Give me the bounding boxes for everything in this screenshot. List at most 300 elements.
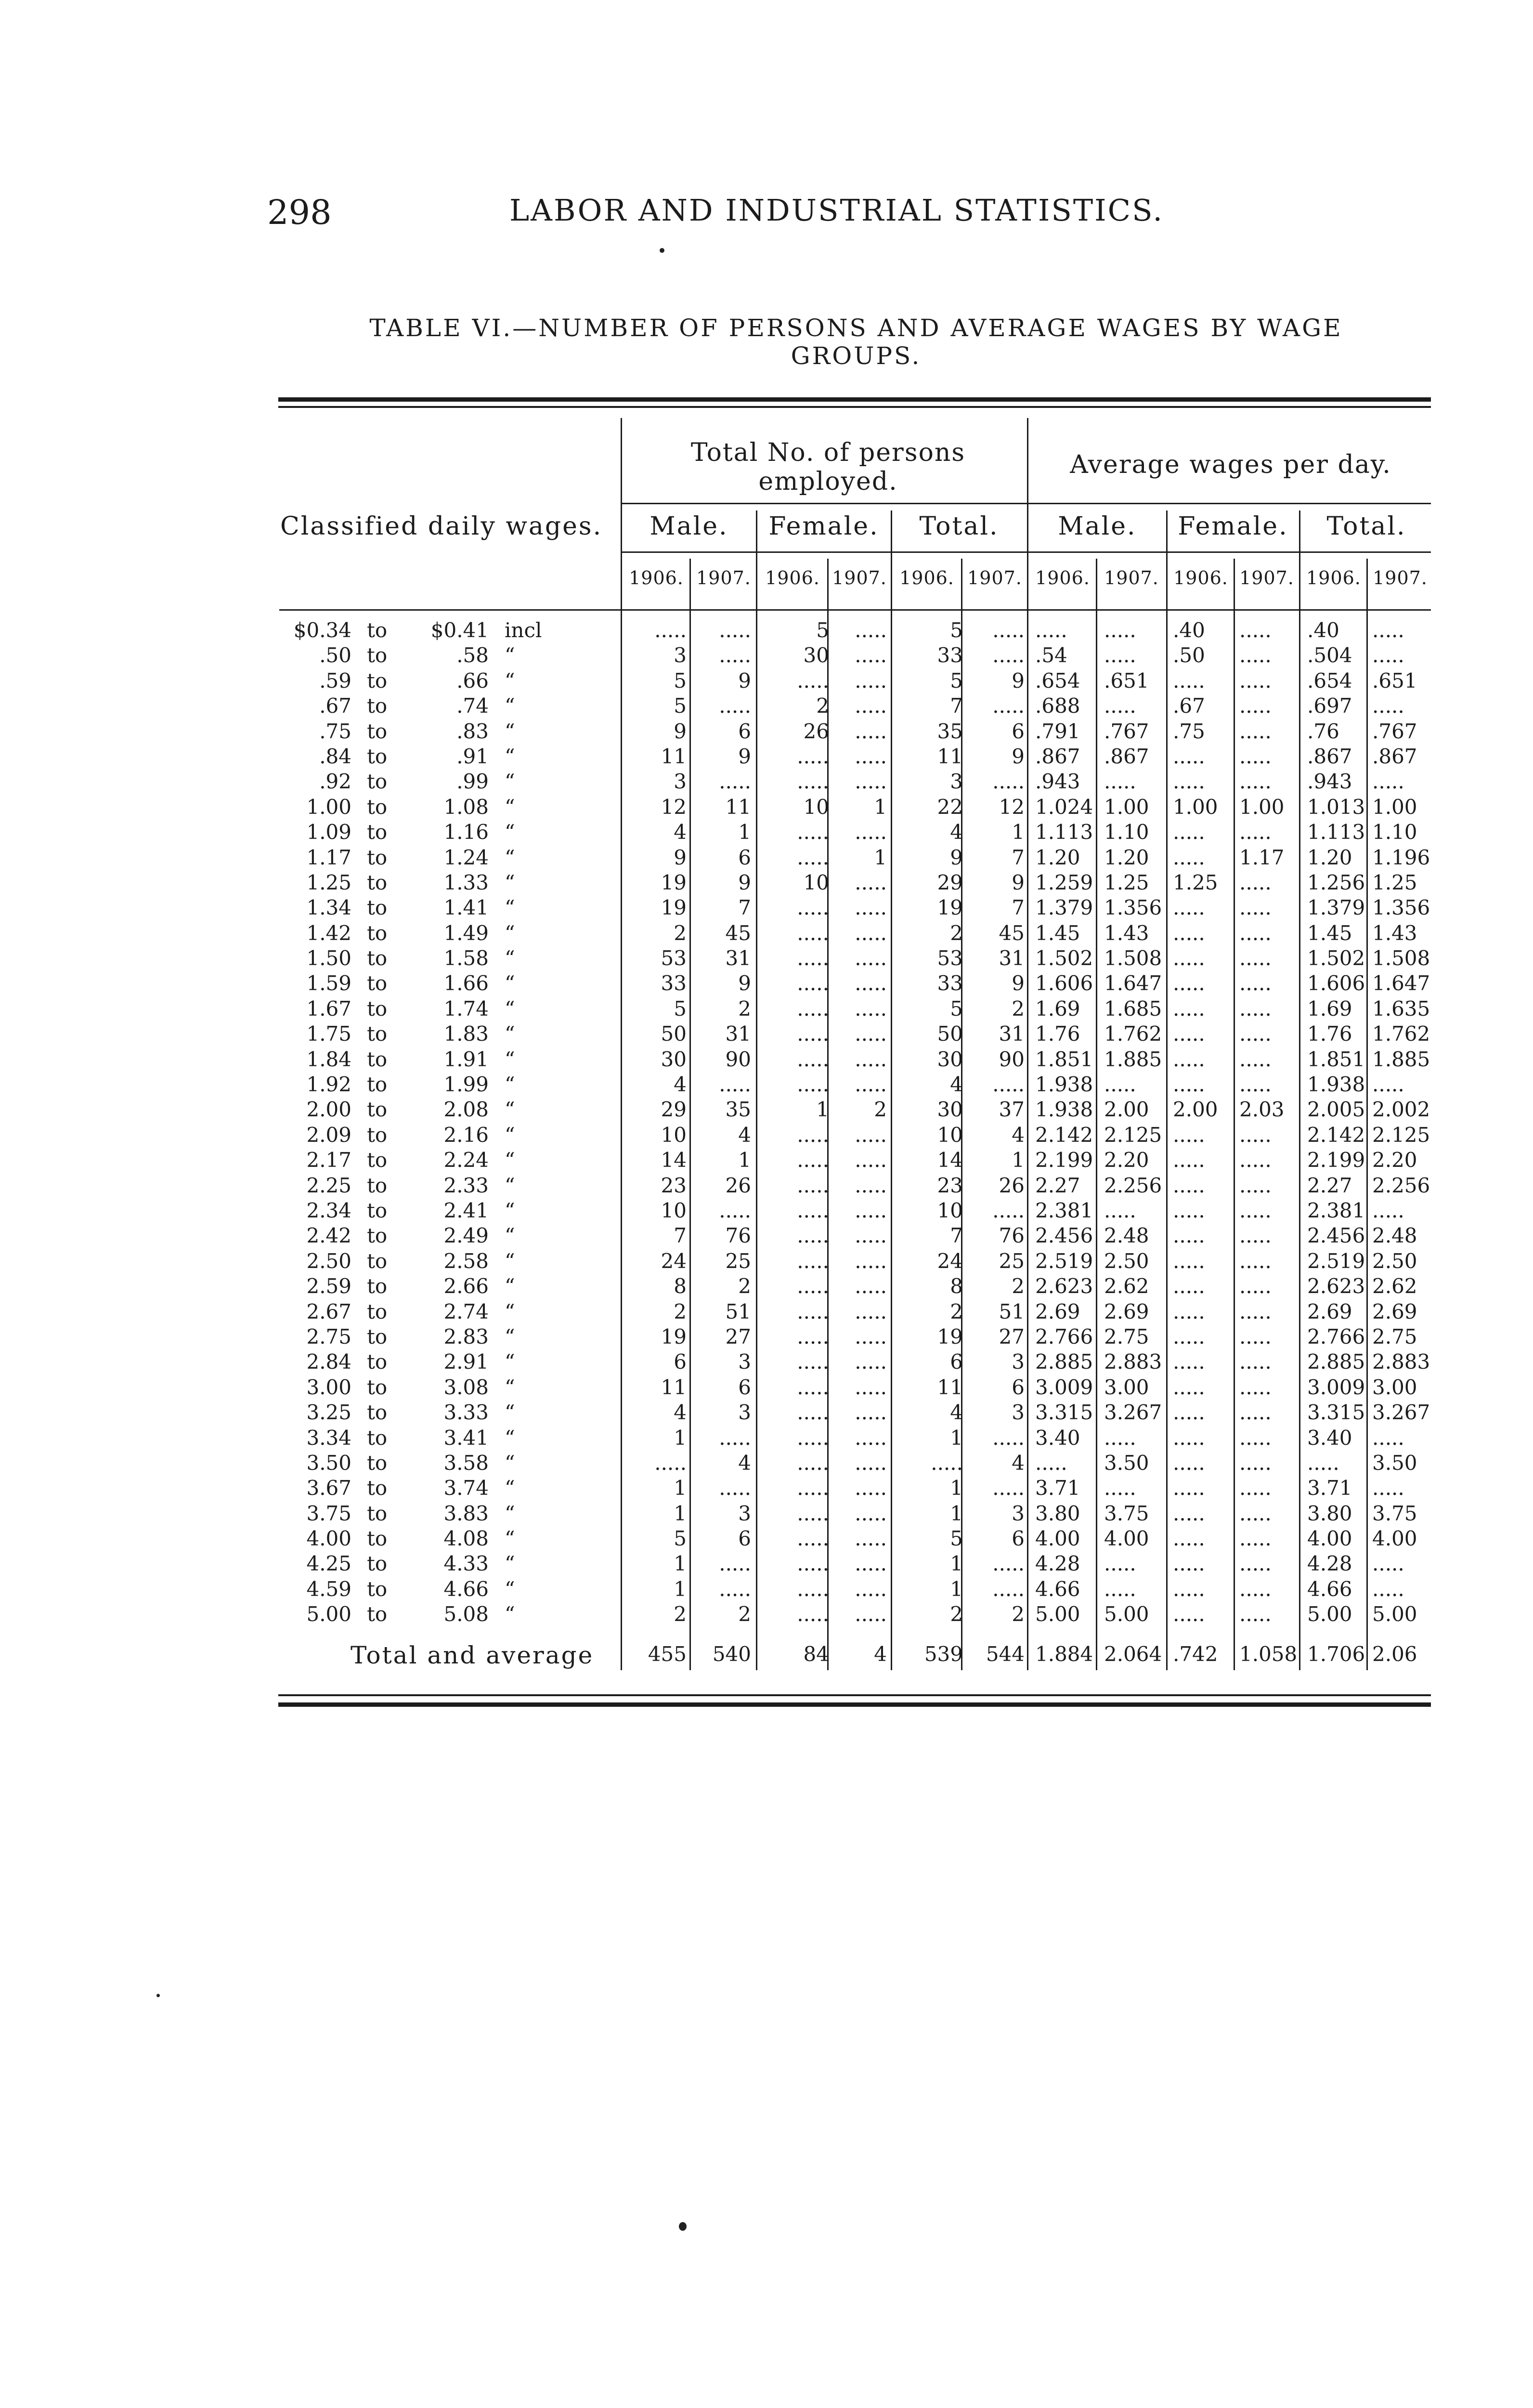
- table-row: [270, 1072, 1435, 1097]
- persons-female-1907: 1: [874, 795, 887, 819]
- table-row: [270, 1021, 1435, 1047]
- wage-total-1907: 1.356: [1372, 896, 1430, 920]
- wage-range-to: to: [367, 1602, 388, 1626]
- wage-male-1907: 4.00: [1104, 1527, 1149, 1551]
- persons-female-1906: .....: [797, 845, 829, 869]
- persons-male-1907: 6: [738, 1527, 751, 1551]
- persons-male-1906: 50: [661, 1022, 687, 1046]
- persons-female-1907: .....: [855, 1375, 887, 1399]
- persons-female-1906: .....: [797, 1602, 829, 1626]
- wage-total-1906: 1.76: [1307, 1022, 1352, 1046]
- wage-female-1906: .....: [1173, 1022, 1205, 1046]
- wage-range-note: “: [505, 1173, 515, 1197]
- persons-female-1906: 2: [816, 694, 829, 718]
- persons-female-1907: .....: [855, 1249, 887, 1273]
- persons-male-1906: 7: [674, 1224, 687, 1248]
- persons-male-1906: 8: [674, 1274, 687, 1298]
- wage-male-1906: 3.80: [1035, 1501, 1080, 1525]
- wage-range-low: 3.75: [306, 1501, 351, 1525]
- wage-male-1906: 1.259: [1035, 870, 1093, 894]
- wage-range-to: to: [367, 946, 388, 970]
- table-row: [270, 1476, 1435, 1501]
- wage-range-to: to: [367, 1400, 388, 1425]
- wage-male-1906: 1.69: [1035, 996, 1080, 1021]
- persons-total-1906: 8: [950, 1274, 963, 1298]
- persons-total-1906: 1: [950, 1552, 963, 1576]
- sub-header-wages-male: Male.: [1058, 512, 1137, 541]
- persons-male-1907: .....: [719, 1552, 751, 1576]
- wage-total-1907: 1.885: [1372, 1047, 1430, 1071]
- wage-male-1906: 2.885: [1035, 1350, 1093, 1374]
- bottom-double-rule-2: [278, 1702, 1431, 1707]
- wage-female-1906: .....: [1173, 1552, 1205, 1576]
- persons-female-1907: .....: [855, 1274, 887, 1298]
- persons-total-1907: 2: [1012, 996, 1025, 1021]
- wage-male-1907: 1.25: [1104, 870, 1149, 894]
- wage-female-1906: .....: [1173, 1198, 1205, 1222]
- wage-total-1906: .40: [1307, 618, 1339, 642]
- persons-female-1907: .....: [855, 668, 887, 693]
- wage-male-1906: 2.766: [1035, 1324, 1093, 1348]
- persons-female-1906: 10: [803, 795, 829, 819]
- wage-male-1906: 2.381: [1035, 1198, 1093, 1222]
- wage-range-low: .75: [319, 719, 351, 743]
- persons-total-1907: .....: [992, 643, 1025, 667]
- persons-total-1906: 35: [937, 719, 963, 743]
- persons-male-1907: 1: [738, 1148, 751, 1172]
- wage-range-high: 4.08: [443, 1527, 489, 1551]
- wage-range-note: “: [505, 1375, 515, 1399]
- persons-total-1906: 10: [937, 1198, 963, 1222]
- persons-female-1906: .....: [797, 1274, 829, 1298]
- wage-total-1907: 1.00: [1372, 795, 1417, 819]
- wage-total-1907: 1.43: [1372, 921, 1417, 945]
- persons-male-1907: 4: [738, 1123, 751, 1147]
- persons-total-1907: 4: [1012, 1123, 1025, 1147]
- persons-female-1906: .....: [797, 1073, 829, 1097]
- persons-male-1906: 19: [661, 870, 687, 894]
- wage-male-1907: .....: [1104, 1552, 1136, 1576]
- wage-total-1907: .....: [1372, 770, 1404, 794]
- wage-range-low: 3.25: [306, 1400, 351, 1425]
- wage-range-to: to: [367, 1148, 388, 1172]
- wage-range-high: 2.66: [443, 1274, 489, 1298]
- wage-range-to: to: [367, 1022, 388, 1046]
- persons-male-1906: 33: [661, 971, 687, 995]
- wage-male-1907: 2.256: [1104, 1173, 1162, 1197]
- persons-male-1907: 31: [725, 1022, 751, 1046]
- persons-female-1907: .....: [855, 770, 887, 794]
- wage-total-1906: 1.502: [1307, 946, 1365, 970]
- wage-male-1906: .791: [1035, 719, 1080, 743]
- persons-male-1906: 24: [661, 1249, 687, 1273]
- wage-range-low: 2.09: [306, 1123, 351, 1147]
- persons-male-1906: 3: [674, 643, 687, 667]
- table-row: [270, 1375, 1435, 1400]
- wage-range-high: 1.83: [443, 1022, 489, 1046]
- wage-female-1907: 1.00: [1239, 795, 1285, 819]
- wage-female-1906: .....: [1173, 1173, 1205, 1197]
- table-row: [270, 820, 1435, 845]
- persons-total-1906: 1: [950, 1426, 963, 1450]
- wage-range-high: 4.33: [443, 1552, 489, 1576]
- sub-header-underline: [622, 551, 1431, 553]
- wage-female-1906: .....: [1173, 921, 1205, 945]
- wage-range-note: “: [505, 1022, 515, 1046]
- wage-range-to: to: [367, 1274, 388, 1298]
- wage-male-1906: 1.113: [1035, 820, 1093, 844]
- table-title-line-2: GROUPS.: [791, 342, 922, 370]
- persons-total-1906: 19: [937, 1324, 963, 1348]
- persons-total-1906: 2: [950, 1602, 963, 1626]
- wage-range-to: to: [367, 1047, 388, 1071]
- persons-female-1907: .....: [855, 1123, 887, 1147]
- wage-female-1907: .....: [1239, 1350, 1272, 1374]
- wage-total-1906: 5.00: [1307, 1602, 1352, 1626]
- persons-female-1907: .....: [855, 694, 887, 718]
- table-row: [270, 1274, 1435, 1299]
- wage-range-low: .84: [319, 744, 351, 768]
- persons-male-1906: 1: [674, 1476, 687, 1500]
- wage-male-1907: 2.125: [1104, 1123, 1162, 1147]
- table-row: [270, 769, 1435, 794]
- wage-range-to: to: [367, 845, 388, 869]
- persons-total-1906: 30: [937, 1098, 963, 1122]
- table-row: [270, 1349, 1435, 1374]
- wage-total-1907: 1.508: [1372, 946, 1430, 970]
- year-header: 1906.: [1306, 567, 1361, 589]
- wage-total-1906: 1.013: [1307, 795, 1365, 819]
- persons-total-1906: 33: [937, 971, 963, 995]
- wage-total-1906: 2.519: [1307, 1249, 1365, 1273]
- sub-header-persons-male: Male.: [650, 512, 728, 541]
- persons-female-1906: .....: [797, 770, 829, 794]
- wage-range-to: to: [367, 1476, 388, 1500]
- wage-range-low: 1.50: [306, 946, 351, 970]
- wage-female-1906: .67: [1173, 694, 1205, 718]
- persons-male-1906: .....: [654, 1451, 687, 1475]
- wage-male-1907: 1.762: [1104, 1022, 1162, 1046]
- table-row: [270, 1426, 1435, 1451]
- wage-female-1907: .....: [1239, 1148, 1272, 1172]
- wage-range-to: to: [367, 1224, 388, 1248]
- wage-range-low: 2.17: [306, 1148, 351, 1172]
- wage-total-1907: 2.883: [1372, 1350, 1430, 1374]
- persons-male-1907: .....: [719, 694, 751, 718]
- persons-female-1907: .....: [855, 971, 887, 995]
- table-row: [270, 1400, 1435, 1425]
- wage-male-1906: 3.71: [1035, 1476, 1080, 1500]
- wage-female-1906: .....: [1173, 1375, 1205, 1399]
- wage-total-1907: 2.20: [1372, 1148, 1417, 1172]
- wage-range-low: 2.59: [306, 1274, 351, 1298]
- persons-total-1906: 53: [937, 946, 963, 970]
- persons-male-1906: 5: [674, 1527, 687, 1551]
- persons-male-1906: 5: [674, 668, 687, 693]
- table-row: [270, 1047, 1435, 1072]
- wage-female-1907: .....: [1239, 1173, 1272, 1197]
- wage-male-1907: 3.267: [1104, 1400, 1162, 1425]
- running-head: LABOR AND INDUSTRIAL STATISTICS.: [509, 193, 1164, 228]
- table-row: [270, 643, 1435, 668]
- persons-total-1907: 27: [999, 1324, 1025, 1348]
- wage-female-1907: .....: [1239, 744, 1272, 768]
- wage-range-low: 3.34: [306, 1426, 351, 1450]
- wage-male-1906: .....: [1035, 1451, 1067, 1475]
- persons-male-1906: 23: [661, 1173, 687, 1197]
- wage-range-high: 2.74: [443, 1299, 489, 1323]
- wage-range-low: 1.09: [306, 820, 351, 844]
- table-row: [270, 795, 1435, 820]
- wage-total-1907: 2.50: [1372, 1249, 1417, 1273]
- wage-male-1906: 4.28: [1035, 1552, 1080, 1576]
- persons-total-1907: .....: [992, 1552, 1025, 1576]
- persons-female-1906: .....: [797, 921, 829, 945]
- wage-range-high: 1.99: [443, 1073, 489, 1097]
- wage-female-1906: .....: [1173, 668, 1205, 693]
- wage-total-1907: .651: [1372, 668, 1417, 693]
- wage-range-high: 5.08: [443, 1602, 489, 1626]
- wage-total-1906: 3.71: [1307, 1476, 1352, 1500]
- avg-wage-all-1906: 1.706: [1307, 1642, 1365, 1666]
- persons-total-1906: 4: [950, 1073, 963, 1097]
- wage-range-note: “: [505, 694, 515, 718]
- total-persons-male-1906: 455: [648, 1642, 687, 1666]
- wage-range-note: “: [505, 1123, 515, 1147]
- wage-range-low: 1.17: [306, 845, 351, 869]
- wage-range-low: $0.34: [293, 618, 351, 642]
- persons-female-1907: .....: [855, 1552, 887, 1576]
- stub-header: Classified daily wages.: [280, 512, 603, 541]
- persons-male-1907: 9: [738, 744, 751, 768]
- wage-female-1906: .....: [1173, 971, 1205, 995]
- persons-total-1906: 29: [937, 870, 963, 894]
- persons-female-1907: .....: [855, 618, 887, 642]
- wage-total-1906: 4.28: [1307, 1552, 1352, 1576]
- wage-female-1907: .....: [1239, 1324, 1272, 1348]
- wage-range-high: 3.58: [443, 1451, 489, 1475]
- total-row: [270, 1642, 1435, 1671]
- wage-female-1906: .....: [1173, 1350, 1205, 1374]
- wage-female-1906: 2.00: [1173, 1098, 1218, 1122]
- year-header: 1906.: [899, 567, 954, 589]
- persons-male-1907: 90: [725, 1047, 751, 1071]
- persons-total-1906: 5: [950, 996, 963, 1021]
- wage-male-1907: .....: [1104, 618, 1136, 642]
- persons-female-1906: .....: [797, 1451, 829, 1475]
- wage-total-1907: .767: [1372, 719, 1417, 743]
- wage-male-1907: 1.356: [1104, 896, 1162, 920]
- persons-male-1907: 51: [725, 1299, 751, 1323]
- wage-range-low: .67: [319, 694, 351, 718]
- persons-female-1907: .....: [855, 1501, 887, 1525]
- wage-range-low: .59: [319, 668, 351, 693]
- wage-range-high: .58: [456, 643, 489, 667]
- wage-total-1906: 2.885: [1307, 1350, 1365, 1374]
- persons-total-1906: 4: [950, 820, 963, 844]
- persons-group-header: [621, 438, 1035, 496]
- persons-total-1906: 1: [950, 1476, 963, 1500]
- wage-total-1907: .....: [1372, 1577, 1404, 1601]
- wage-range-to: to: [367, 921, 388, 945]
- wage-range-note: “: [505, 1451, 515, 1475]
- persons-total-1906: 11: [937, 744, 963, 768]
- wage-range-to: to: [367, 1426, 388, 1450]
- wage-range-to: to: [367, 1527, 388, 1551]
- persons-total-1907: 6: [1012, 1375, 1025, 1399]
- wage-male-1907: 2.69: [1104, 1299, 1149, 1323]
- wage-total-1906: 1.69: [1307, 996, 1352, 1021]
- wage-total-1907: 2.75: [1372, 1324, 1417, 1348]
- persons-total-1906: 5: [950, 1527, 963, 1551]
- wage-female-1906: .75: [1173, 719, 1205, 743]
- table-body: [270, 618, 1435, 1627]
- persons-female-1907: .....: [855, 1022, 887, 1046]
- wage-range-note: “: [505, 795, 515, 819]
- persons-total-1907: .....: [992, 1476, 1025, 1500]
- persons-male-1907: .....: [719, 1198, 751, 1222]
- wage-range-to: to: [367, 1375, 388, 1399]
- wage-male-1906: 3.009: [1035, 1375, 1093, 1399]
- wage-total-1907: 5.00: [1372, 1602, 1417, 1626]
- wage-male-1906: 2.69: [1035, 1299, 1080, 1323]
- wage-range-high: 2.58: [443, 1249, 489, 1273]
- persons-male-1906: 4: [674, 820, 687, 844]
- persons-female-1907: .....: [855, 1224, 887, 1248]
- wage-male-1906: 1.851: [1035, 1047, 1093, 1071]
- wage-range-to: to: [367, 770, 388, 794]
- avg-wage-male-1906: 1.884: [1035, 1642, 1093, 1666]
- wage-range-high: 1.91: [443, 1047, 489, 1071]
- persons-total-1907: 1: [1012, 820, 1025, 844]
- persons-total-1907: .....: [992, 1073, 1025, 1097]
- wage-range-high: .91: [456, 744, 489, 768]
- wage-male-1906: .654: [1035, 668, 1080, 693]
- wage-range-high: 1.24: [443, 845, 489, 869]
- wage-female-1907: .....: [1239, 1501, 1272, 1525]
- year-header: 1907.: [696, 567, 751, 589]
- persons-male-1906: 2: [674, 921, 687, 945]
- wage-female-1906: .....: [1173, 1527, 1205, 1551]
- table-row: [270, 668, 1435, 694]
- table-row: [270, 1324, 1435, 1349]
- persons-male-1906: 4: [674, 1073, 687, 1097]
- wage-range-high: 2.49: [443, 1224, 489, 1248]
- persons-male-1907: .....: [719, 643, 751, 667]
- persons-female-1906: .....: [797, 1375, 829, 1399]
- wage-female-1906: .....: [1173, 1577, 1205, 1601]
- wage-total-1907: 2.48: [1372, 1224, 1417, 1248]
- wage-range-note: “: [505, 971, 515, 995]
- wage-female-1907: .....: [1239, 1073, 1272, 1097]
- persons-total-1907: .....: [992, 618, 1025, 642]
- persons-male-1907: 26: [725, 1173, 751, 1197]
- wage-male-1907: .....: [1104, 643, 1136, 667]
- wage-female-1907: .....: [1239, 1249, 1272, 1273]
- wage-total-1906: .....: [1307, 1451, 1339, 1475]
- persons-male-1907: 7: [738, 896, 751, 920]
- sub-header-wages-total: Total.: [1326, 512, 1406, 541]
- wage-male-1906: 1.45: [1035, 921, 1080, 945]
- wage-range-note: “: [505, 1198, 515, 1222]
- table-row: [270, 1173, 1435, 1198]
- year-header: 1907.: [1239, 567, 1294, 589]
- wage-range-to: to: [367, 996, 388, 1021]
- persons-total-1907: 3: [1012, 1350, 1025, 1374]
- persons-header-line-2: employed.: [758, 467, 898, 496]
- wage-male-1906: 1.938: [1035, 1073, 1093, 1097]
- persons-male-1906: 30: [661, 1047, 687, 1071]
- wage-male-1907: .....: [1104, 1073, 1136, 1097]
- wage-male-1906: 2.623: [1035, 1274, 1093, 1298]
- wage-total-1907: .....: [1372, 1552, 1404, 1576]
- wage-female-1906: .....: [1173, 1602, 1205, 1626]
- persons-total-1907: 9: [1012, 668, 1025, 693]
- wage-female-1906: 1.25: [1173, 870, 1218, 894]
- persons-male-1906: 19: [661, 1324, 687, 1348]
- wage-total-1906: 1.606: [1307, 971, 1365, 995]
- persons-male-1906: 1: [674, 1577, 687, 1601]
- wage-female-1906: .....: [1173, 1476, 1205, 1500]
- wage-range-high: 2.83: [443, 1324, 489, 1348]
- persons-total-1906: 2: [950, 1299, 963, 1323]
- wage-female-1906: .....: [1173, 1274, 1205, 1298]
- wage-range-low: 1.59: [306, 971, 351, 995]
- wage-female-1907: .....: [1239, 618, 1272, 642]
- table-row: [270, 1602, 1435, 1627]
- persons-female-1906: .....: [797, 1249, 829, 1273]
- persons-total-1906: 23: [937, 1173, 963, 1197]
- wage-range-note: “: [505, 1148, 515, 1172]
- wage-female-1907: .....: [1239, 1047, 1272, 1071]
- wage-female-1907: .....: [1239, 1022, 1272, 1046]
- persons-female-1906: 26: [803, 719, 829, 743]
- top-double-rule-1: [278, 397, 1431, 402]
- wage-range-low: 1.34: [306, 896, 351, 920]
- persons-total-1907: 2: [1012, 1602, 1025, 1626]
- persons-total-1907: 51: [999, 1299, 1025, 1323]
- persons-female-1907: .....: [855, 1324, 887, 1348]
- wage-male-1906: 2.142: [1035, 1123, 1093, 1147]
- wage-total-1907: .....: [1372, 1073, 1404, 1097]
- wage-female-1906: .....: [1173, 1451, 1205, 1475]
- wage-range-to: to: [367, 1198, 388, 1222]
- wage-range-high: 2.24: [443, 1148, 489, 1172]
- wage-female-1906: .....: [1173, 770, 1205, 794]
- wage-range-high: $0.41: [430, 618, 489, 642]
- wage-range-low: 2.42: [306, 1224, 351, 1248]
- wage-range-to: to: [367, 1350, 388, 1374]
- ink-speck: [679, 2222, 687, 2231]
- wage-total-1907: 4.00: [1372, 1527, 1417, 1551]
- wage-range-low: 4.59: [306, 1577, 351, 1601]
- persons-total-1907: .....: [992, 1426, 1025, 1450]
- persons-total-1907: 31: [999, 946, 1025, 970]
- wage-male-1907: .....: [1104, 1577, 1136, 1601]
- persons-female-1906: .....: [797, 971, 829, 995]
- wage-male-1906: 5.00: [1035, 1602, 1080, 1626]
- persons-male-1906: 10: [661, 1198, 687, 1222]
- persons-female-1907: .....: [855, 1577, 887, 1601]
- wage-range-note: “: [505, 770, 515, 794]
- table-row: [270, 1198, 1435, 1223]
- persons-female-1906: 1: [816, 1098, 829, 1122]
- wage-range-to: to: [367, 1324, 388, 1348]
- wage-male-1907: .651: [1104, 668, 1149, 693]
- wage-range-note: “: [505, 1501, 515, 1525]
- persons-female-1906: .....: [797, 1173, 829, 1197]
- persons-male-1906: 11: [661, 1375, 687, 1399]
